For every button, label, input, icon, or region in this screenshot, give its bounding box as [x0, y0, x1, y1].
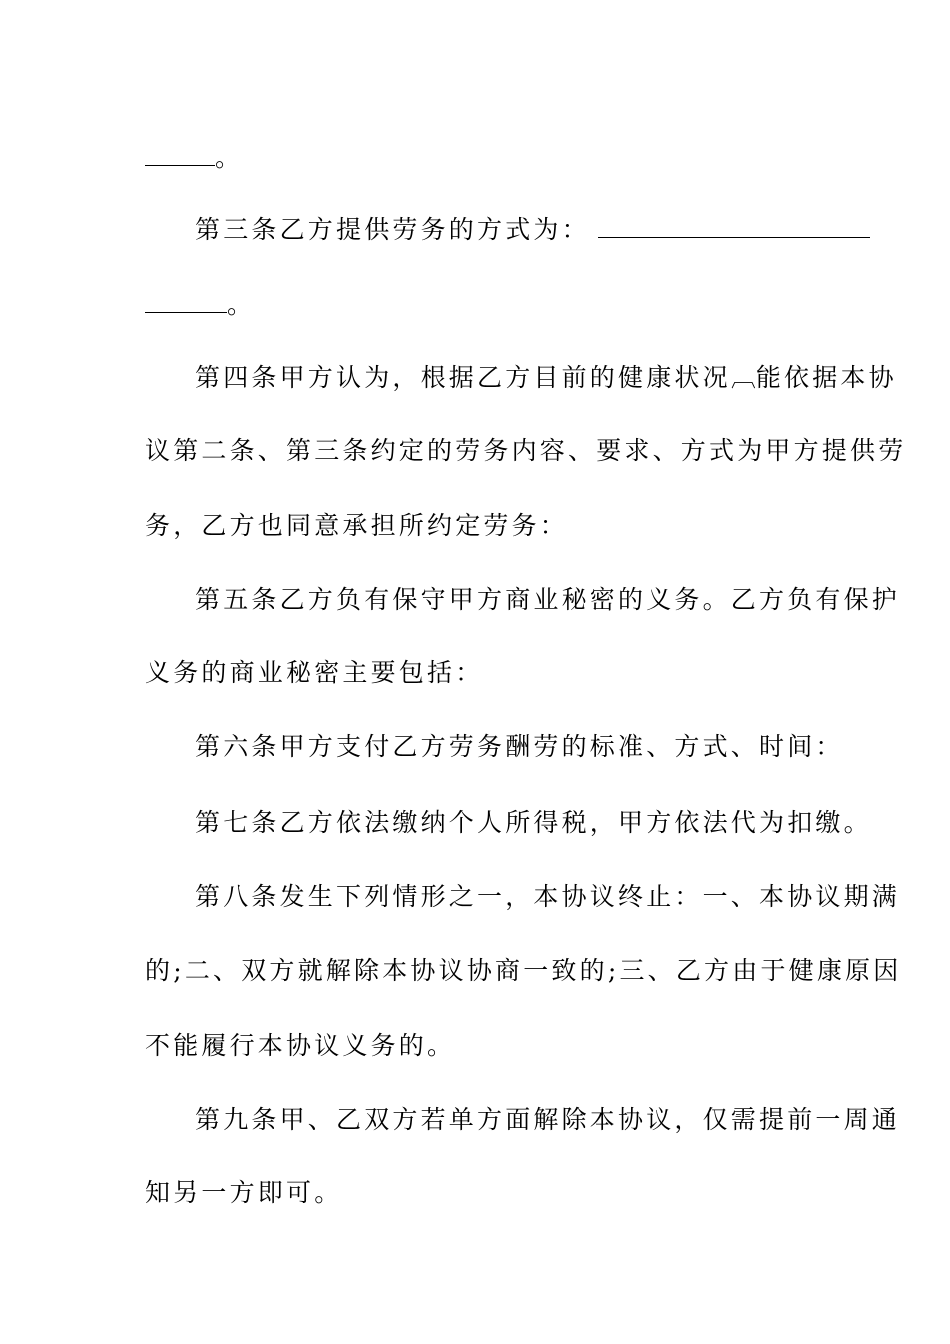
- article-5-line-2: 义务的商业秘密主要包括：: [145, 658, 484, 687]
- article-3-continuation: [145, 287, 810, 323]
- article-4-line-2: 议第二条、第三条约定的劳务内容、要求、方式为甲方提供劳: [145, 436, 907, 465]
- fill-in-blank: [145, 145, 215, 166]
- article-3-text: 第三条乙方提供劳务的方式为：: [195, 215, 590, 244]
- article-7: 第七条乙方依法缴纳个人所得税，甲方依法代为扣缴。: [195, 808, 872, 837]
- article-9-line-2: 知另一方即可。: [145, 1178, 343, 1207]
- article-8-line-2: 的;二、双方就解除本协议协商一致的;三、乙方由于健康原因: [145, 956, 902, 985]
- fill-in-blank: [598, 217, 870, 238]
- fill-in-blank: [145, 292, 227, 313]
- article-5-line-1: 第五条乙方负有保守甲方商业秘密的义务。乙方负有保护: [195, 585, 901, 614]
- blank-line-continuation: [145, 140, 810, 176]
- article-9-line-1: 第九条甲、乙双方若单方面解除本协议，仅需提前一周通: [195, 1105, 901, 1134]
- article-6: 第六条甲方支付乙方劳务酬劳的标准、方式、时间：: [195, 732, 844, 761]
- bracket-mark: ︹: [730, 363, 756, 392]
- period-mark: 。: [215, 143, 244, 172]
- article-8-line-1: 第八条发生下列情形之一，本协议终止：一、本协议期满: [195, 882, 901, 911]
- article-3: [195, 212, 810, 248]
- article-4-line-3: 务，乙方也同意承担所约定劳务：: [145, 511, 569, 540]
- article-4-line-1: 第四条甲方认为，根据乙方目前的健康状况︹能依据本协: [195, 363, 897, 392]
- period-mark: 。: [227, 290, 256, 319]
- article-8-line-3: 不能履行本协议义务的。: [145, 1031, 456, 1060]
